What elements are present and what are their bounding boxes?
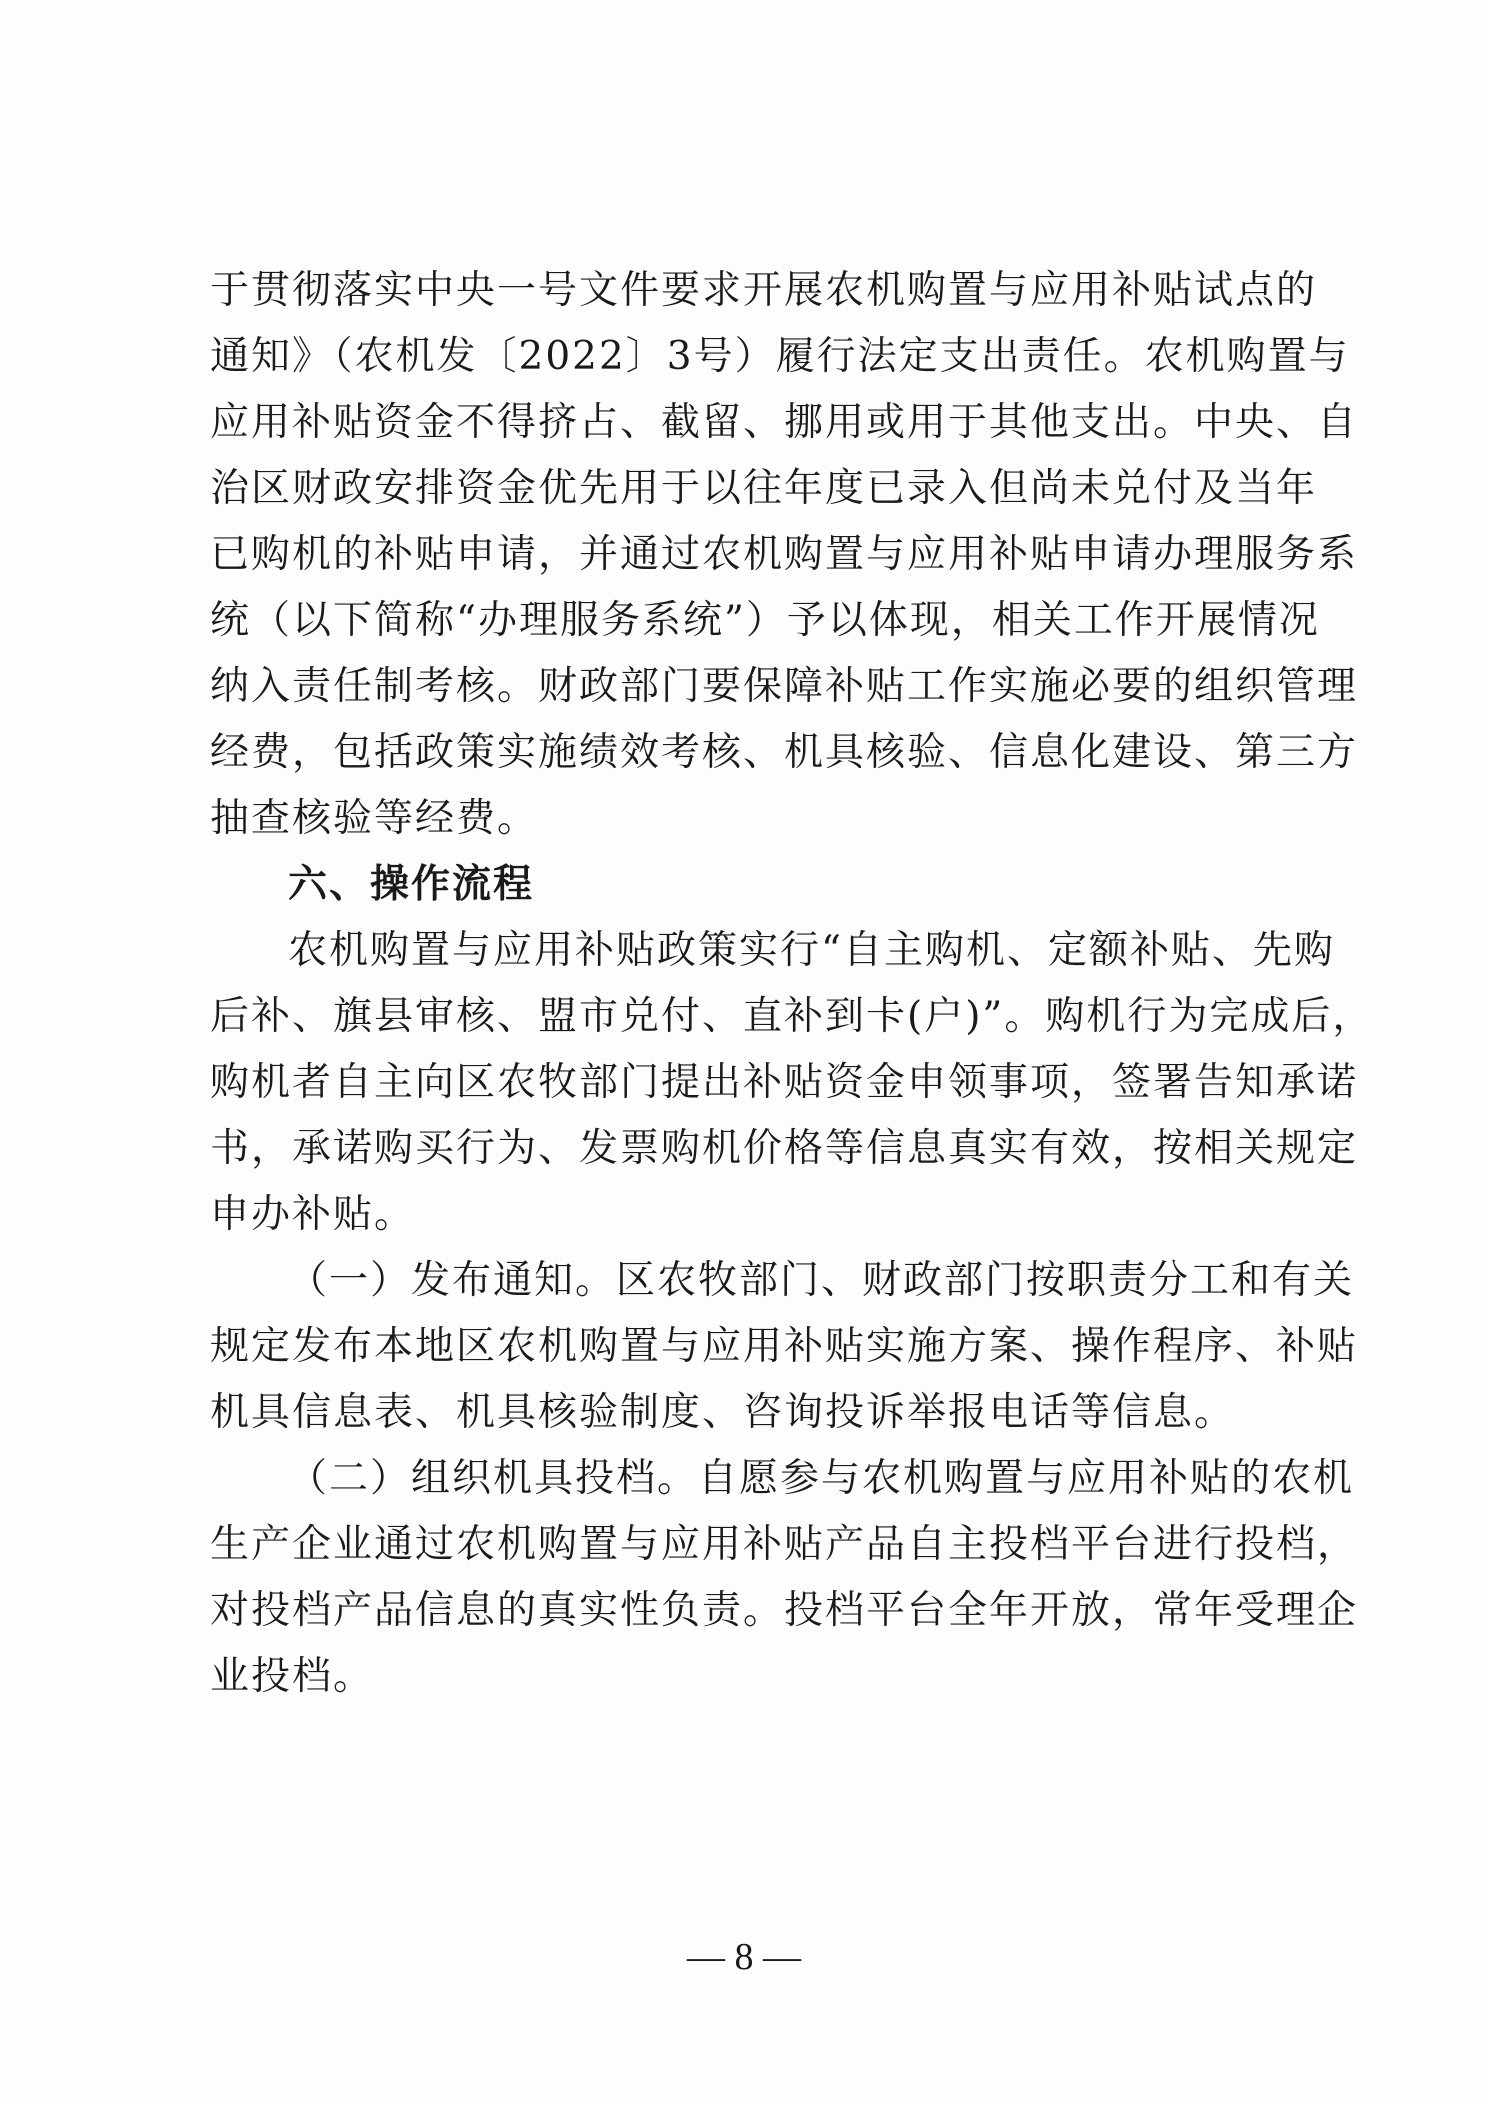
text-line: 机具信息表、机具核验制度、咨询投诉举报电话等信息。: [210, 1390, 1236, 1435]
paragraph-publish-notice: [210, 1248, 1359, 1446]
text-line: 购机者自主向区农牧部门提出补贴资金申领事项，签署告知承诺: [210, 1060, 1359, 1105]
page-number: — 8 —: [687, 1936, 801, 1978]
text-line: 后补、旗县审核、盟市兑付、直补到卡(户)”。购机行为完成后，: [210, 994, 1374, 1039]
text-line: 应用补贴资金不得挤占、截留、挪用或用于其他支出。中央、自: [210, 400, 1359, 445]
text-line: 治区财政安排资金优先用于以往年度已录入但尚未兑付及当年: [210, 466, 1318, 511]
text-line: （一）发布通知。区农牧部门、财政部门按职责分工和有关: [288, 1258, 1355, 1303]
text-line: 于贯彻落实中央一号文件要求开展农机购置与应用补贴试点的: [210, 268, 1318, 313]
paragraph-operation-flow: [210, 918, 1374, 1248]
text-line: 纳入责任制考核。财政部门要保障补贴工作实施必要的组织管理: [210, 664, 1359, 709]
text-line: （二）组织机具投档。自愿参与农机购置与应用补贴的农机: [288, 1456, 1355, 1501]
paragraph-funding-responsibility: [210, 258, 1359, 852]
text-line: 申办补贴。: [210, 1192, 416, 1237]
text-line: 书，承诺购买行为、发票购机价格等信息真实有效，按相关规定: [210, 1126, 1359, 1171]
text-line: 统（以下简称“办理服务系统”）予以体现，相关工作开展情况: [210, 598, 1320, 643]
text-line: 生产企业通过农机购置与应用补贴产品自主投档平台进行投档，: [210, 1522, 1359, 1567]
text-line: 对投档产品信息的真实性负责。投档平台全年开放，常年受理企: [210, 1588, 1359, 1633]
text-line: 规定发布本地区农机购置与应用补贴实施方案、操作程序、补贴: [210, 1324, 1359, 1369]
text-line: 已购机的补贴申请，并通过农机购置与应用补贴申请办理服务系: [210, 532, 1359, 577]
section-heading: 六、操作流程: [288, 862, 535, 907]
text-line: 经费，包括政策实施绩效考核、机具核验、信息化建设、第三方: [210, 730, 1359, 775]
text-line: 业投档。: [210, 1654, 375, 1699]
paragraph-machine-filing: [210, 1446, 1359, 1710]
text-line: 抽查核验等经费。: [210, 796, 539, 841]
text-line: 农机购置与应用补贴政策实行“自主购机、定额补贴、先购: [288, 928, 1335, 973]
document-body: [210, 258, 1374, 1710]
text-line: 通知》（农机发〔2022〕3号）履行法定支出责任。农机购置与: [210, 334, 1350, 379]
